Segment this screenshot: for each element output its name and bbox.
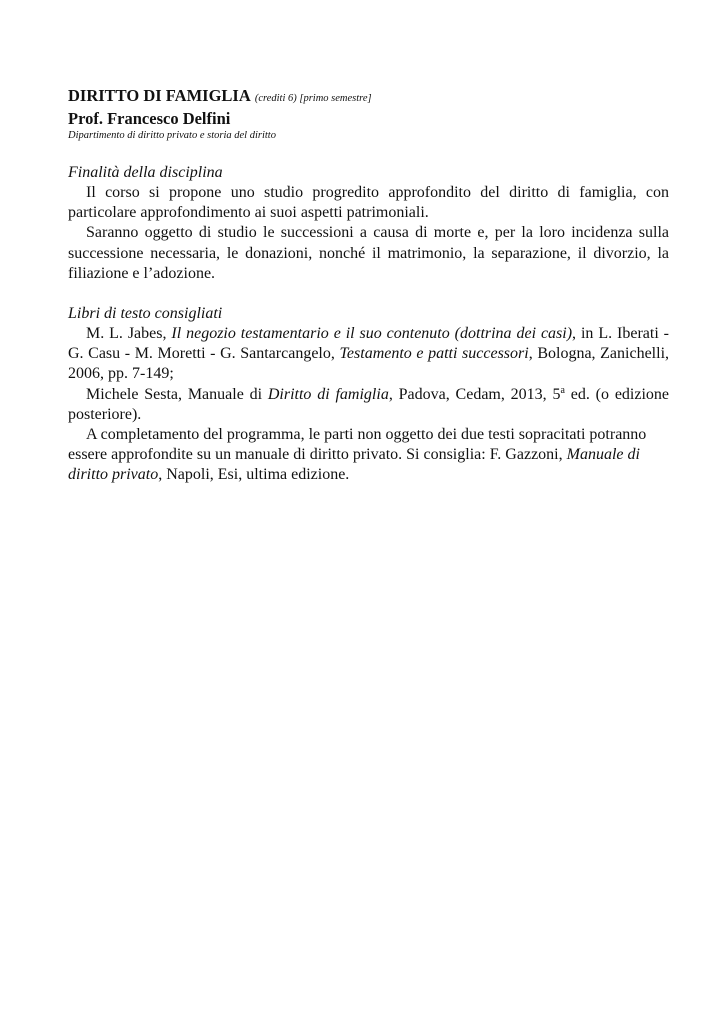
- finalita-paragraph-2: Saranno oggetto di studio le successioni a causa di morte e, per la loro incidenza sulla successione necessaria, le donazioni, nonché il matrimonio, la separazione, il divorzio, la filiazione e l’adozione.: [68, 224, 669, 282]
- ref3-text: A completamento del programma, le parti non oggetto dei due testi sopracitati potranno essere approfondite su un manuale di diritto privato. Si consiglia: F. Gazzoni,: [68, 426, 647, 464]
- section-libri: [68, 304, 669, 486]
- course-title: DIRITTO DI FAMIGLIA: [68, 86, 251, 105]
- section-heading-libri: Libri di testo consigliati: [68, 305, 223, 323]
- ref1-author: M. L. Jabes,: [86, 325, 172, 343]
- ref2-publisher: , Padova, Cedam, 2013, 5: [388, 385, 561, 403]
- section-finalita: [68, 163, 669, 284]
- ref1-publisher: , Bologna, Zanichelli, 2006, pp. 7-149;: [68, 345, 670, 383]
- ref2-edition: ed. (o edizione posteriore).: [68, 385, 670, 423]
- course-credits-semester: (crediti 6) [primo semestre]: [254, 93, 372, 104]
- ref2-edition-superscript: a: [560, 384, 565, 396]
- section-heading-finalita: Finalità della disciplina: [68, 164, 223, 181]
- ref2-author: Michele Sesta, Manuale di: [86, 385, 268, 403]
- finalita-paragraph-1: Il corso si propone uno studio progredito approfondito del diritto di famiglia, con particolare approfondimento ai suoi aspetti patrimoniali.: [68, 184, 669, 222]
- course-header: [68, 86, 669, 109]
- ref3-title: Manuale di diritto privato: [68, 446, 640, 484]
- textbook-reference-3: [68, 425, 669, 486]
- textbook-reference-1: [68, 324, 669, 385]
- ref1-volume-title: Testamento e patti successori: [339, 345, 529, 363]
- textbook-reference-2: [68, 385, 669, 425]
- ref2-title: Diritto di famiglia: [267, 385, 389, 403]
- document-page: [68, 86, 669, 486]
- ref1-in: , in L. Iberati - G. Casu - M. Moretti - G. Santarcangelo,: [68, 325, 670, 363]
- ref1-title: Il negozio testamentario e il suo contenuto (dottrina dei casi): [171, 325, 573, 343]
- department-name: Dipartimento di diritto privato e storia del diritto: [68, 130, 276, 141]
- ref3-publisher: , Napoli, Esi, ultima edizione.: [158, 466, 350, 484]
- professor-name: Prof. Francesco Delfini: [68, 109, 231, 128]
